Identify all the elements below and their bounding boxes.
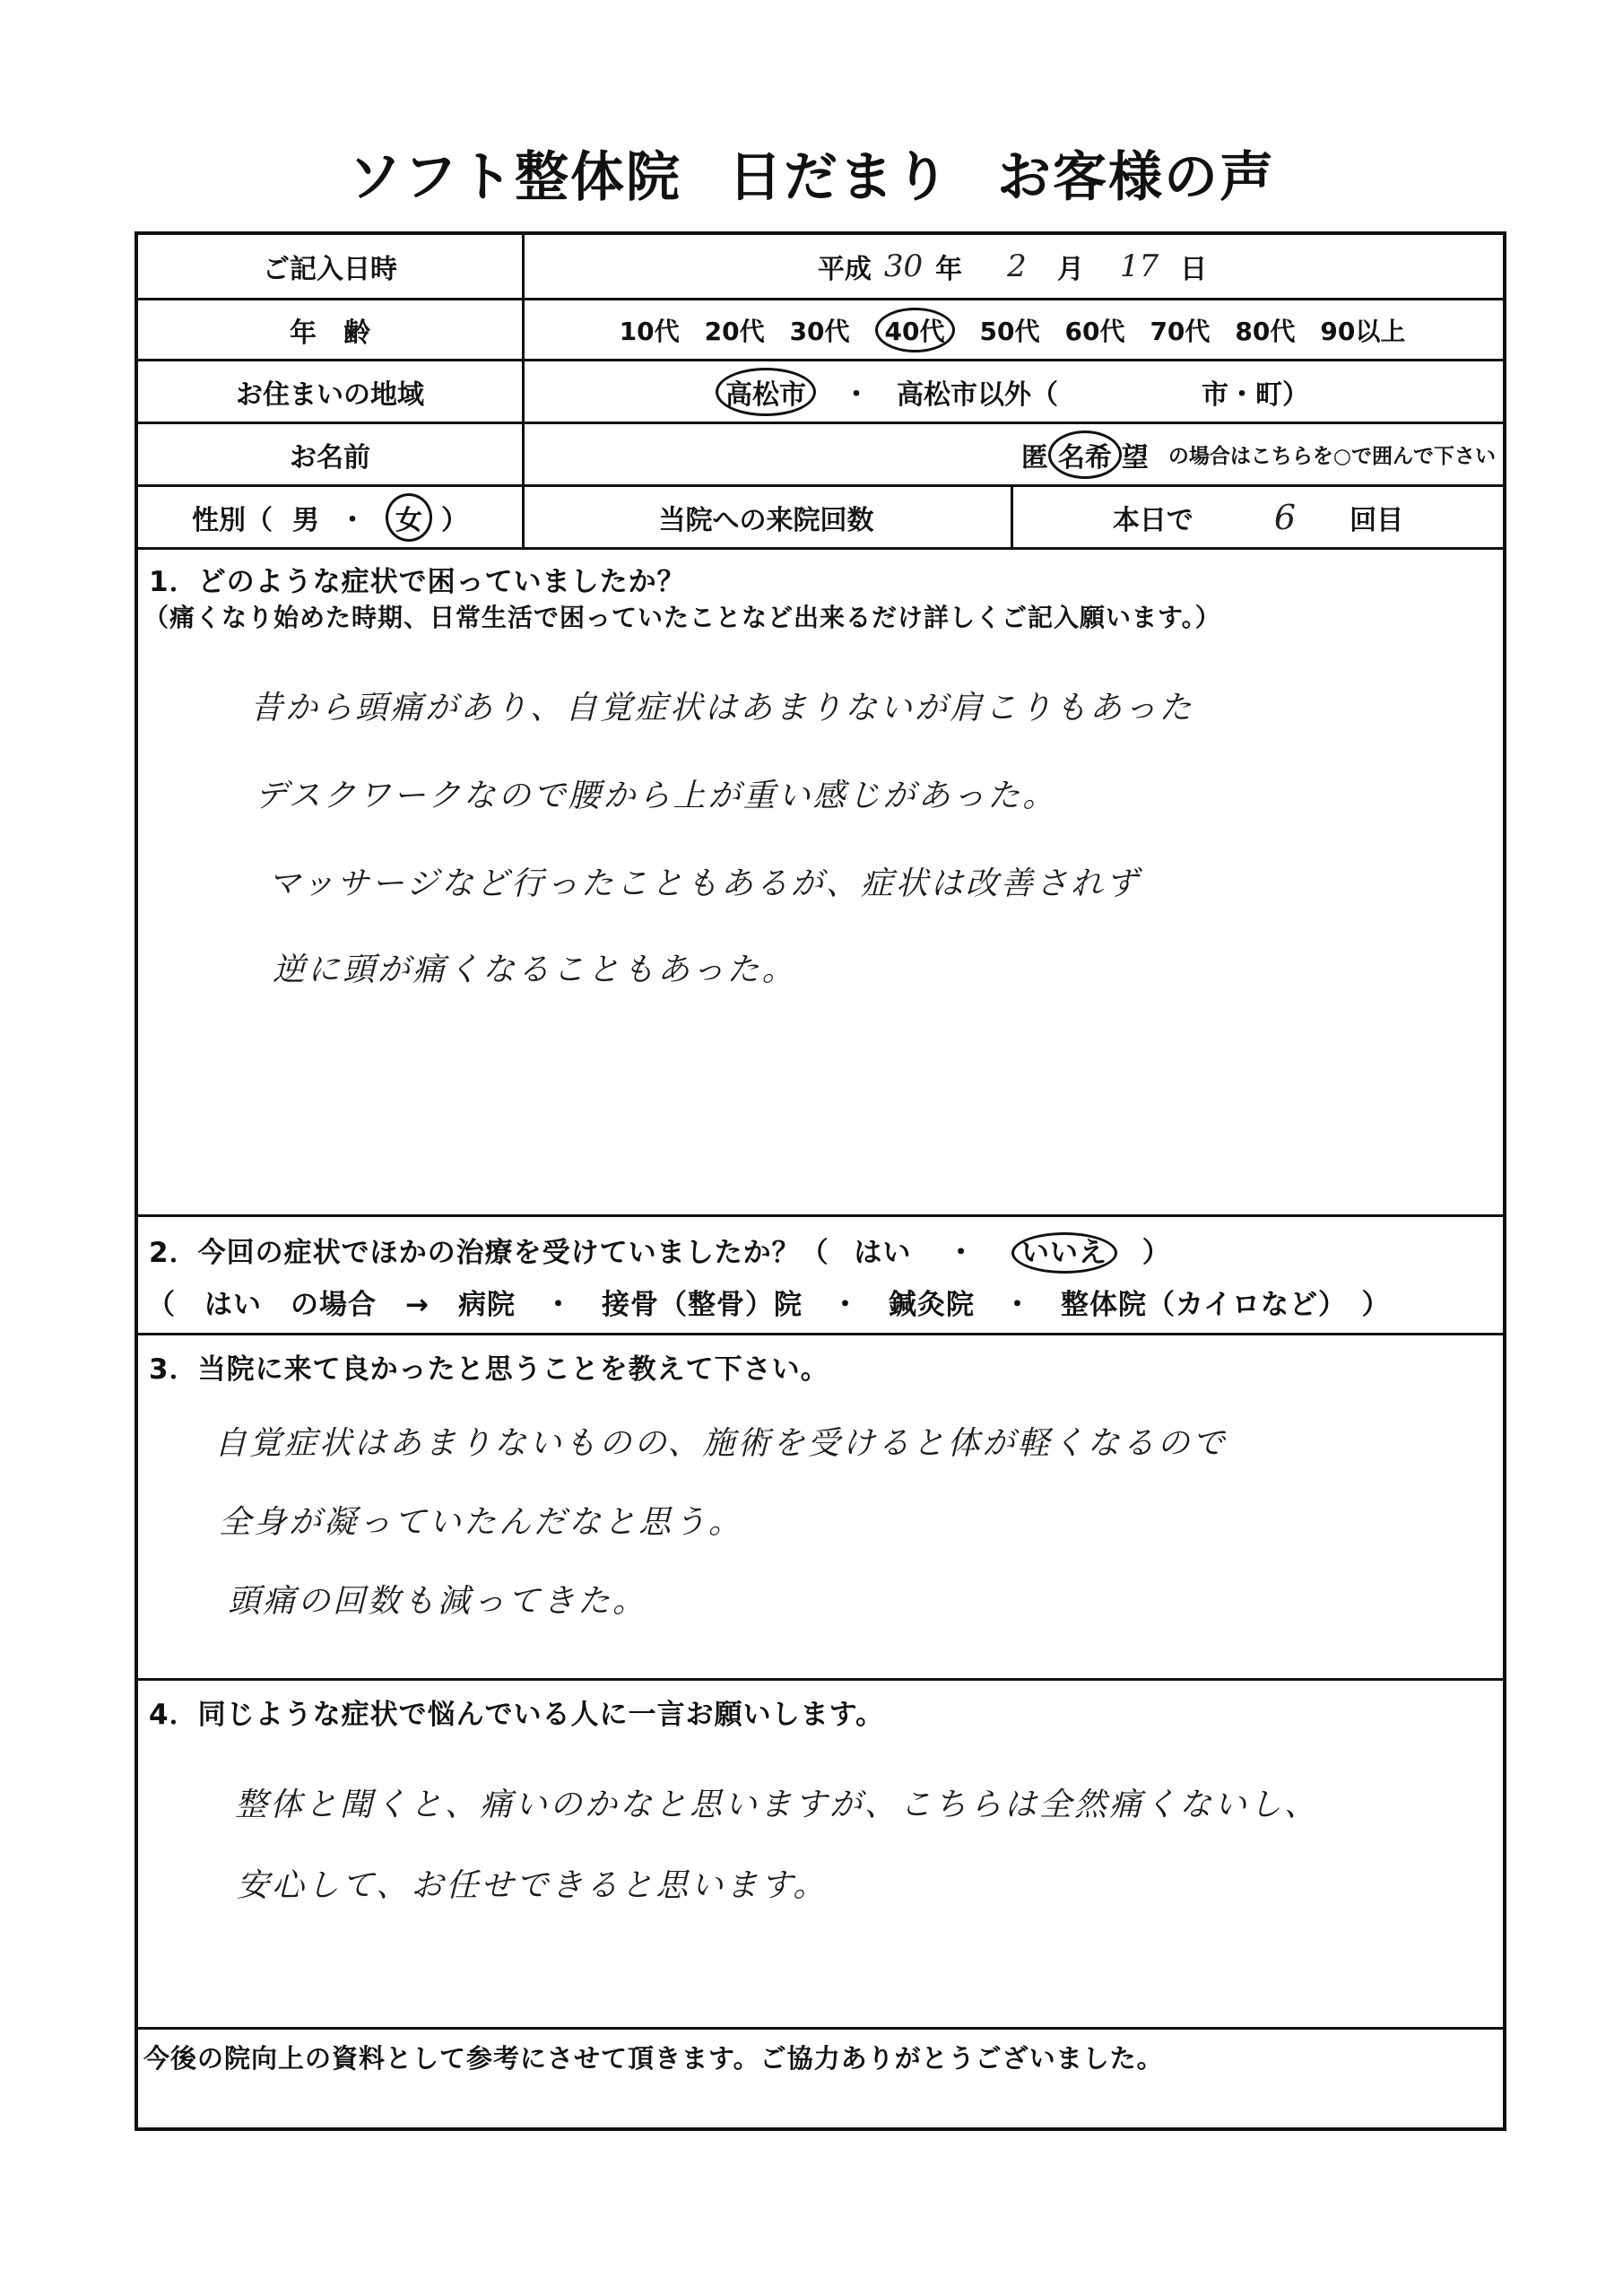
age-option[interactable]: 30代 xyxy=(789,316,850,346)
day-unit: 日 xyxy=(1180,254,1208,285)
date-month[interactable]: 2 xyxy=(1007,248,1027,284)
anonymous-option-selected[interactable]: 名希 xyxy=(1048,430,1122,479)
age-option[interactable]: 90以上 xyxy=(1320,316,1406,346)
q2-heading: 2．今回の症状でほかの治療を受けていましたか？（ xyxy=(149,1237,829,1269)
era-label: 平成 xyxy=(817,254,872,285)
area-label: お住まいの地域 xyxy=(138,361,525,422)
page-title xyxy=(0,135,1623,212)
visits-unit: 回目 xyxy=(1350,504,1404,536)
q2-heading-line xyxy=(149,1230,1171,1270)
age-label: 年 齢 xyxy=(138,300,525,359)
age-option[interactable]: 10代 xyxy=(619,316,680,346)
q2-subline: （ はい の場合 → 病院 ・ 接骨（整骨）院 ・ 鍼灸院 ・ 整体院（カイロなど） ） xyxy=(147,1289,1391,1321)
date-row xyxy=(138,235,1503,300)
date-value xyxy=(522,235,1503,298)
q3-answer-line[interactable]: 自覚症状はあまりないものの、施術を受けると体が軽くなるので xyxy=(214,1425,1228,1462)
footer-text: 今後の院向上の資料として参考にさせて頂きます。ご協力ありがとうございました。 xyxy=(143,2043,1164,2074)
visit-count[interactable]: 6 xyxy=(1273,497,1297,537)
q1-answer-line[interactable]: マッサージなど行ったこともあるが、症状は改善されず xyxy=(268,865,1141,902)
age-option[interactable]: 50代 xyxy=(979,316,1040,346)
question-4 xyxy=(138,1681,1503,2030)
date-day[interactable]: 17 xyxy=(1119,248,1159,284)
question-1 xyxy=(138,550,1503,1217)
q4-answer-line[interactable]: 安心して、お任せできると思います。 xyxy=(237,1867,829,1904)
gender-close: ） xyxy=(441,504,468,536)
gender-female-selected[interactable]: 女 xyxy=(386,493,432,542)
area-option-other[interactable]: 高松市以外（ xyxy=(897,378,1058,411)
q2-dot: ・ xyxy=(947,1237,976,1269)
gender-male[interactable]: 男 xyxy=(292,504,319,536)
area-option-selected[interactable]: 高松市 xyxy=(716,368,816,416)
year-unit: 年 xyxy=(935,254,963,285)
age-option[interactable]: 60代 xyxy=(1064,316,1125,346)
survey-form xyxy=(135,231,1506,2131)
date-year[interactable]: 30 xyxy=(883,248,924,284)
gender-dot: ・ xyxy=(339,504,366,536)
name-row xyxy=(138,424,1503,487)
gender-row xyxy=(138,487,1503,550)
month-unit: 月 xyxy=(1056,254,1084,285)
q4-heading: 4．同じような症状で悩んでいる人に一言お願いします。 xyxy=(149,1699,885,1731)
age-options xyxy=(522,300,1503,359)
visits-count-cell xyxy=(1013,487,1503,547)
question-3 xyxy=(138,1335,1503,1681)
title-clinic-name: 日だまり xyxy=(728,146,950,209)
visits-label-cell xyxy=(522,487,1013,547)
q1-answer-line[interactable]: 逆に頭が痛くなることもあった。 xyxy=(273,952,797,988)
footer-row xyxy=(138,2030,1503,2131)
title-voice: お客様の声 xyxy=(997,146,1275,209)
today-label: 本日で xyxy=(1112,504,1193,536)
age-option[interactable]: 80代 xyxy=(1235,316,1296,346)
question-2 xyxy=(138,1217,1503,1335)
anon-suffix: 望 xyxy=(1121,441,1149,474)
q2-close: ） xyxy=(1141,1237,1171,1269)
anon-prefix: 匿 xyxy=(1020,441,1048,474)
name-value xyxy=(522,424,1503,484)
gender-open: 性別（ xyxy=(192,504,273,536)
name-label: お名前 xyxy=(138,424,525,484)
age-option-selected[interactable]: 40代 xyxy=(875,308,955,352)
q1-subheading: （痛くなり始めた時期、日常生活で困っていたことなど出来るだけ詳しくご記入願います。） xyxy=(143,603,1221,632)
gender-cell xyxy=(138,487,525,547)
q1-answer-line[interactable]: デスクワークなので腰から上が重い感じがあった。 xyxy=(255,778,1058,814)
age-option[interactable]: 70代 xyxy=(1150,316,1211,346)
q3-answer-line[interactable]: 頭痛の回数も減ってきた。 xyxy=(228,1583,648,1620)
area-row xyxy=(138,361,1503,424)
q1-answer-line[interactable]: 昔から頭痛があり、自覚症状はあまりないが肩こりもあった xyxy=(250,690,1194,726)
visits-label: 当院への来院回数 xyxy=(658,504,874,536)
q2-yes[interactable]: はい xyxy=(854,1237,912,1269)
area-separator: ・ xyxy=(843,378,870,411)
age-option[interactable]: 20代 xyxy=(704,316,765,346)
title-clinic: ソフト整体院 xyxy=(348,146,681,209)
age-row xyxy=(138,300,1503,361)
anonymous-note: の場合はこちらを○で囲んで下さい xyxy=(1167,445,1496,468)
date-label: ご記入日時 xyxy=(138,235,525,298)
q1-heading: 1．どのような症状で困っていましたか？ xyxy=(149,566,686,598)
q3-heading: 3．当院に来て良かったと思うことを教えて下さい。 xyxy=(149,1353,829,1386)
area-suffix: 市・町） xyxy=(1202,378,1309,411)
area-options xyxy=(522,361,1503,422)
q4-answer-line[interactable]: 整体と聞くと、痛いのかなと思いますが、こちらは全然痛くないし、 xyxy=(235,1787,1320,1823)
q3-answer-line[interactable]: 全身が凝っていたんだなと思う。 xyxy=(219,1504,744,1541)
q2-no-selected[interactable]: いいえ xyxy=(1011,1232,1117,1274)
